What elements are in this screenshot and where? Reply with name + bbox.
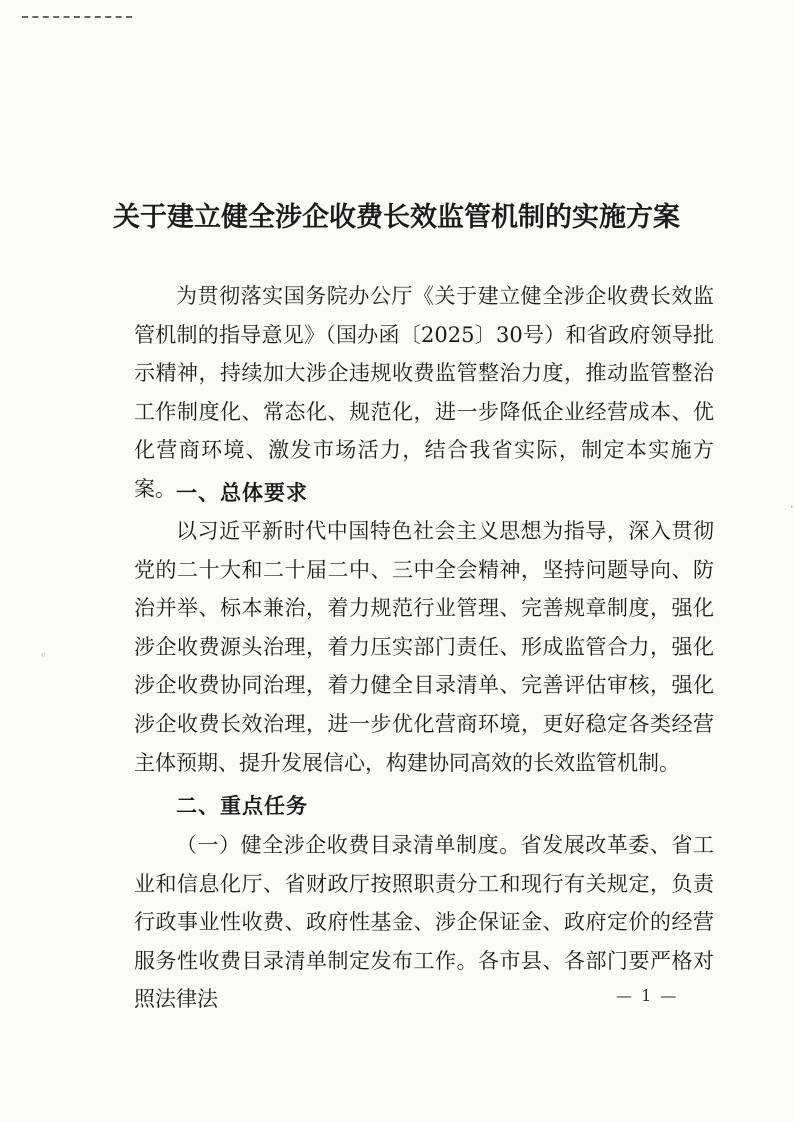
section-heading-general-requirements: 一、总体要求 [176, 480, 308, 505]
scan-edge-mark [22, 16, 132, 18]
margin-speck: · [790, 500, 794, 514]
key-task-item-1: （一）健全涉企收费目录清单制度。省发展改革委、省工业和信息化厅、省财政厅按照职责分工和现行有关规定，负责行政事业性收费、政府性基金、涉企保证金、政府定价的经营服务性收费目录清单制定发布工作。各市县、各部门要严格对照法律法 [134, 833, 714, 1012]
page-number: — 1 — [616, 986, 679, 1005]
margin-speck: ◦ [40, 648, 48, 662]
section-heading-key-tasks: 二、重点任务 [176, 793, 308, 818]
general-requirements-paragraph: 以习近平新时代中国特色社会主义思想为指导，深入贯彻党的二十大和二十届二中、三中全会精神，坚持问题导向、防治并举、标本兼治，着力规范行业管理、完善规章制度，强化涉企收费源头治理，着力压实部门责任、形成监管合力，强化涉企收费协同治理，着力健全目录清单、完善评估审核，强化涉企收费长效治理，进一步优化营商环境，更好稳定各类经营主体预期、提升发展信心，构建协同高效的长效监管机制。 [134, 519, 714, 775]
document-title: 关于建立健全涉企收费长效监管机制的实施方案 [113, 202, 680, 233]
intro-paragraph: 为贯彻落实国务院办公厅《关于建立健全涉企收费长效监管机制的指导意见》（国办函〔2025〕30号）和省政府领导批示精神，持续加大涉企违规收费监管整治力度，推动监管整治工作制度化、常态化、规范化，进一步降低企业经营成本、优化营商环境、激发市场活力，结合我省实际，制定本实施方案。 [134, 284, 714, 501]
